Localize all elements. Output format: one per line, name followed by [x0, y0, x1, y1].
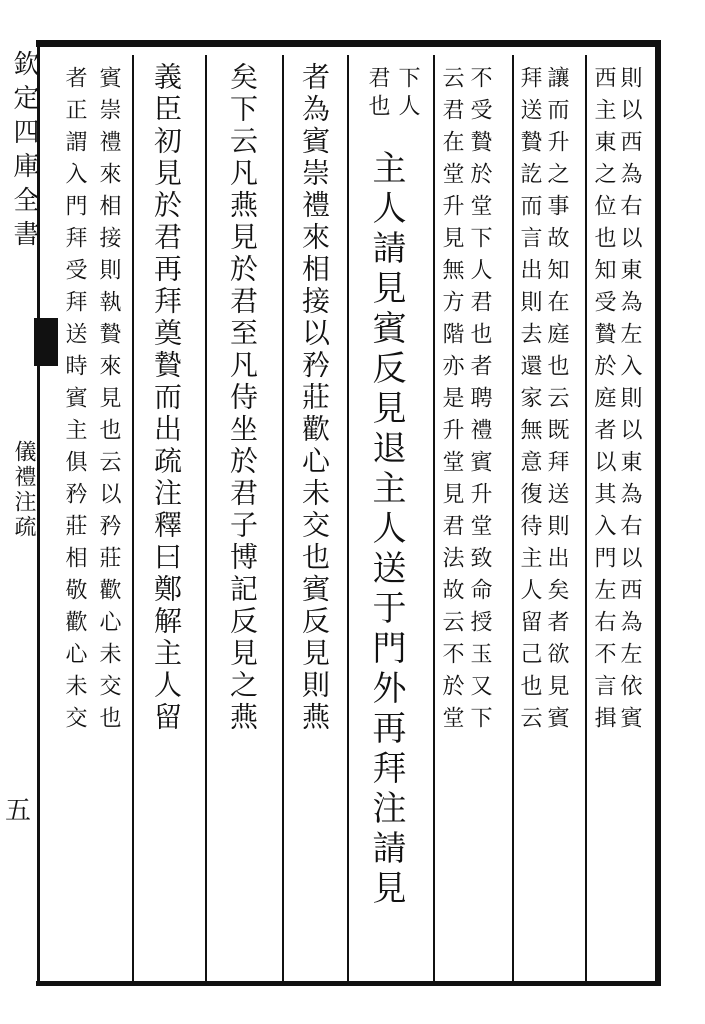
annotation-line: 下人: [395, 66, 420, 122]
text-column: 義臣初見於君再拜奠贄而出疏注釋曰鄭解主人留: [150, 62, 183, 734]
text-column: 矣下云凡燕見於君至凡侍坐於君子博記反見之燕: [226, 62, 259, 734]
column-rule: [205, 55, 207, 981]
text-column: 者正謂入門拜受拜送時賓主俱矜莊相敬歡心未交: [62, 66, 87, 738]
section-title: 儀禮注疏: [11, 440, 36, 540]
text-column: 者為賓崇禮來相接以矜莊歡心未交也賓反見則燕: [298, 62, 331, 734]
text-column: 西主東之位也知受贄於庭者以其入門左右不言揖: [591, 66, 616, 738]
text-column: 不受贄於堂下人君也者聘禮賓升堂致命授玉又下: [467, 66, 492, 738]
column-rule: [282, 55, 284, 981]
column-rule: [433, 55, 435, 981]
column-rule: [132, 55, 134, 981]
column-rule: [512, 55, 514, 981]
page-number: 五: [5, 796, 32, 826]
column-rule: [347, 55, 349, 981]
text-column: 賓崇禮來相接則執贄來見也云以矜莊歡心未交也: [96, 66, 121, 738]
text-column: 則以西為右以東為左入則以東為右以西為左依賓: [617, 66, 642, 738]
text-column: 云君在堂升見無方階亦是升堂見君法故云不於堂: [439, 66, 464, 738]
main-text-column: 主人請見賓反見退主人送于門外再拜注請見: [366, 150, 406, 910]
text-column: 讓而升之事故知在庭也云既拜送則出矣者欲見賓: [544, 66, 569, 738]
annotation-line: 君也: [365, 66, 390, 122]
book-title: 欽定四庫全書: [9, 50, 39, 254]
column-rule: [585, 55, 587, 981]
margin-marker: [34, 318, 58, 366]
text-column: 拜送贄訖而言出則去還家無意復待主人留己也云: [517, 66, 542, 738]
